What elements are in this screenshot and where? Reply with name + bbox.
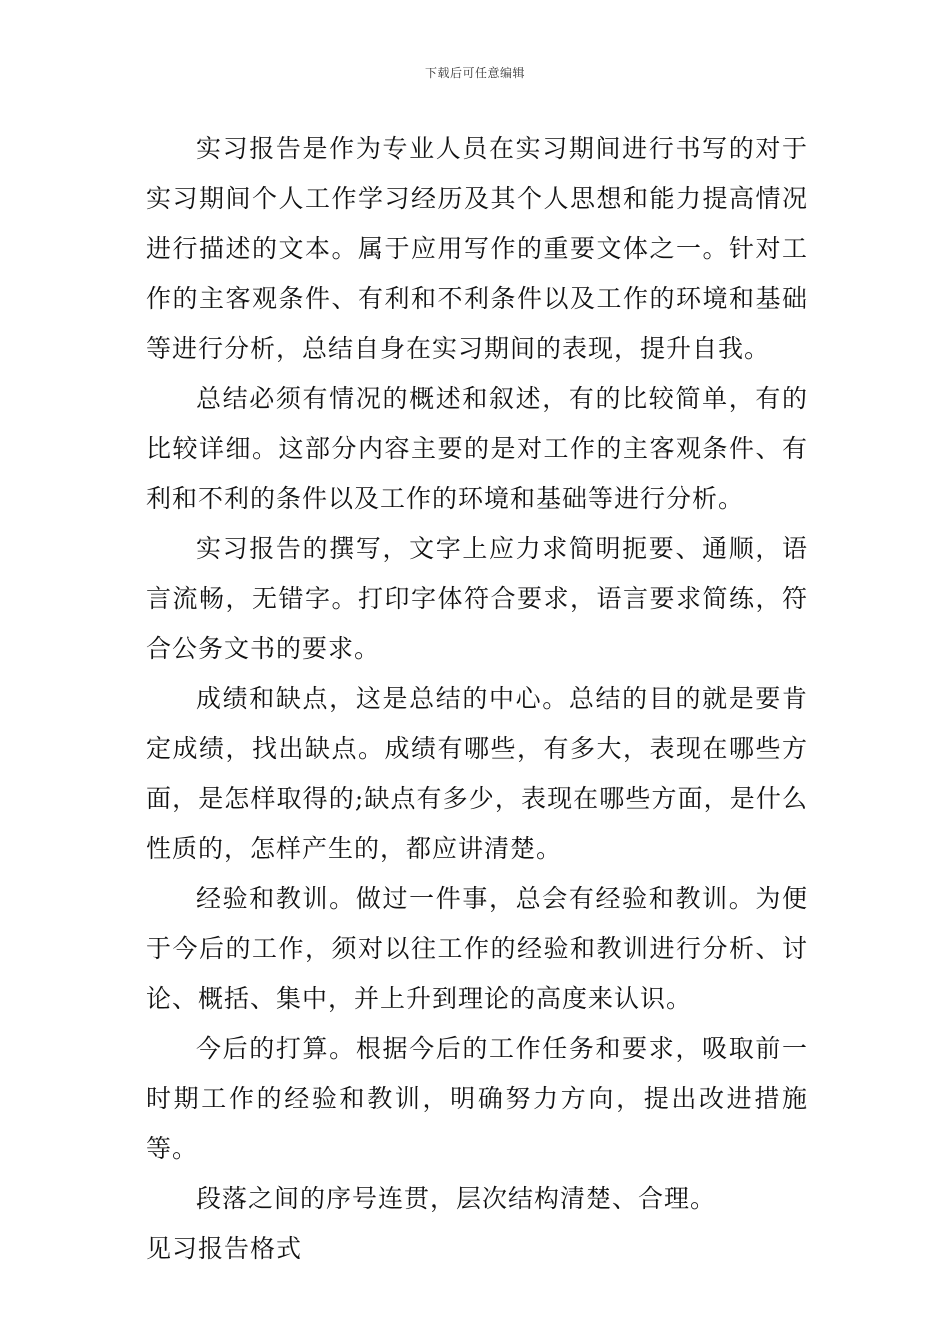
paragraph: 经验和教训。做过一件事，总会有经验和教训。为便于今后的工作，须对以往工作的经验和教训进行分析、讨论、概括、集中，并上升到理论的高度来认识。: [146, 884, 808, 1013]
paragraph: 段落之间的序号连贯，层次结构清楚、合理。: [196, 1184, 717, 1213]
document-body: [146, 124, 808, 1274]
paragraph: 今后的打算。根据今后的工作任务和要求，吸取前一时期工作的经验和教训，明确努力方向，提出改进措施等。: [146, 1034, 808, 1163]
paragraph: 实习报告的撰写，文字上应力求简明扼要、通顺，语言流畅，无错字。打印字体符合要求，语言要求简练，符合公务文书的要求。: [146, 534, 808, 663]
section-heading: 见习报告格式: [146, 1234, 303, 1263]
paragraph: 实习报告是作为专业人员在实习期间进行书写的对于实习期间个人工作学习经历及其个人思想和能力提高情况进行描述的文本。属于应用写作的重要文体之一。针对工作的主客观条件、有利和不利条件以及工作的环境和基础等进行分析，总结自身在实习期间的表现，提升自我。: [146, 134, 808, 363]
paragraph: 总结必须有情况的概述和叙述，有的比较简单，有的比较详细。这部分内容主要的是对工作的主客观条件、有利和不利的条件以及工作的环境和基础等进行分析。: [146, 384, 808, 513]
header-note: 下载后可任意编辑: [424, 66, 525, 80]
paragraph: 成绩和缺点，这是总结的中心。总结的目的就是要肯定成绩，找出缺点。成绩有哪些，有多大，表现在哪些方面，是怎样取得的;缺点有多少，表现在哪些方面，是什么性质的，怎样产生的，都应讲清楚。: [146, 684, 808, 863]
